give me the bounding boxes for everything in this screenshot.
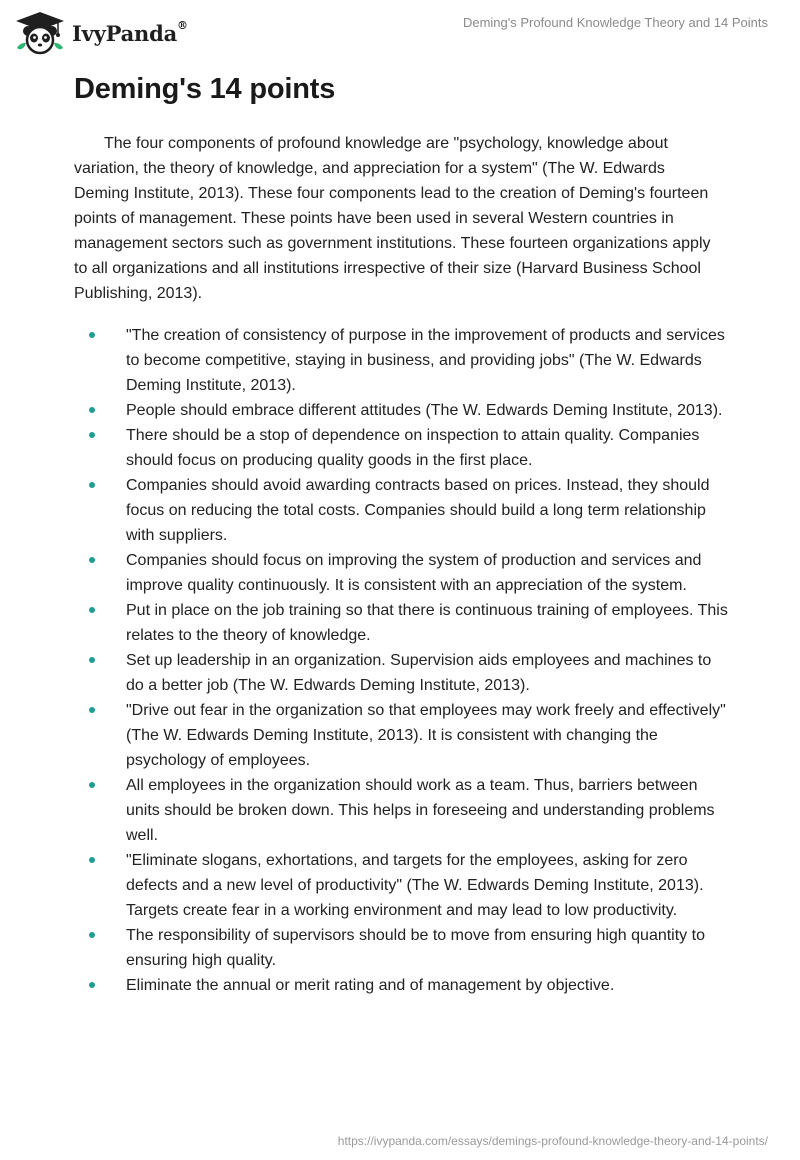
list-item xyxy=(74,648,729,698)
list-item-text: "Drive out fear in the organization so that employees may work freely and effectively" (The W. Edwards Deming Institute, 2013). It is consistent with changing the psychology of employees. xyxy=(126,702,726,769)
bullet-icon xyxy=(89,782,95,788)
registered-mark: ® xyxy=(177,18,188,32)
fourteen-points-list xyxy=(74,323,729,998)
ivypanda-logo[interactable] xyxy=(14,8,188,58)
bullet-icon xyxy=(89,557,95,563)
bullet-icon xyxy=(89,932,95,938)
bullet-icon xyxy=(89,857,95,863)
list-item xyxy=(74,973,729,998)
source-url[interactable]: https://ivypanda.com/essays/demings-profound-knowledge-theory-and-14-points/ xyxy=(337,1134,768,1148)
list-item xyxy=(74,848,729,923)
list-item-text: People should embrace different attitudes (The W. Edwards Deming Institute, 2013). xyxy=(126,402,723,419)
list-item-text: Eliminate the annual or merit rating and of management by objective. xyxy=(126,977,615,994)
section-heading: Deming's 14 points xyxy=(74,73,336,105)
bullet-icon xyxy=(89,407,95,413)
list-item xyxy=(74,698,729,773)
list-item xyxy=(74,598,729,648)
list-item xyxy=(74,923,729,973)
list-item-text: Companies should focus on improving the system of production and services and improve quality continuously. It is consistent with an appreciation of the system. xyxy=(126,552,702,594)
list-item xyxy=(74,423,729,473)
bullet-icon xyxy=(89,707,95,713)
bullet-icon xyxy=(89,982,95,988)
bullet-icon xyxy=(89,482,95,488)
list-item xyxy=(74,473,729,548)
panda-graduate-icon xyxy=(14,10,66,56)
list-item xyxy=(74,398,729,423)
list-item-text: Companies should avoid awarding contracts based on prices. Instead, they should focus on reducing the total costs. Companies should build a long term relationship with suppliers. xyxy=(126,477,710,544)
list-item-text: Put in place on the job training so that there is continuous training of employees. This relates to the theory of knowledge. xyxy=(126,602,728,644)
list-item-text: The responsibility of supervisors should be to move from ensuring high quantity to ensuring high quality. xyxy=(126,927,705,969)
list-item-text: Set up leadership in an organization. Supervision aids employees and machines to do a better job (The W. Edwards Deming Institute, 2013). xyxy=(126,652,712,694)
list-item-text: "The creation of consistency of purpose in the improvement of products and services to become competitive, staying in business, and providing jobs" (The W. Edwards Deming Institute, 2013). xyxy=(126,327,725,394)
bullet-icon xyxy=(89,432,95,438)
page-header xyxy=(0,0,800,70)
list-item-text: There should be a stop of dependence on inspection to attain quality. Companies should focus on producing quality goods in the first place. xyxy=(126,427,700,469)
list-item xyxy=(74,773,729,848)
list-item xyxy=(74,548,729,598)
bullet-icon xyxy=(89,332,95,338)
bullet-icon xyxy=(89,607,95,613)
intro-paragraph: The four components of profound knowledge are "psychology, knowledge about variation, the theory of knowledge, and appreciation for a system" (The W. Edwards Deming Institute, 2013). These four components lead to the creation of Deming's fourteen points of management. These points have been used in several Western countries in management sectors such as government institutions. These fourteen organizations apply to all organizations and all institutions irrespective of their size (Harvard Business School Publishing, 2013). xyxy=(74,135,711,302)
list-item-text: "Eliminate slogans, exhortations, and targets for the employees, asking for zero defects and a new level of productivity" (The W. Edwards Deming Institute, 2013). Targets create fear in a working environment and may lead to low productivity. xyxy=(126,852,704,919)
document-title: Deming's Profound Knowledge Theory and 14 Points xyxy=(462,15,768,30)
list-item-text: All employees in the organization should work as a team. Thus, barriers between units should be broken down. This helps in foreseeing and understanding problems well. xyxy=(126,777,715,844)
list-item xyxy=(74,323,729,398)
bullet-icon xyxy=(89,657,95,663)
brand-name: IvyPanda® xyxy=(72,18,188,46)
